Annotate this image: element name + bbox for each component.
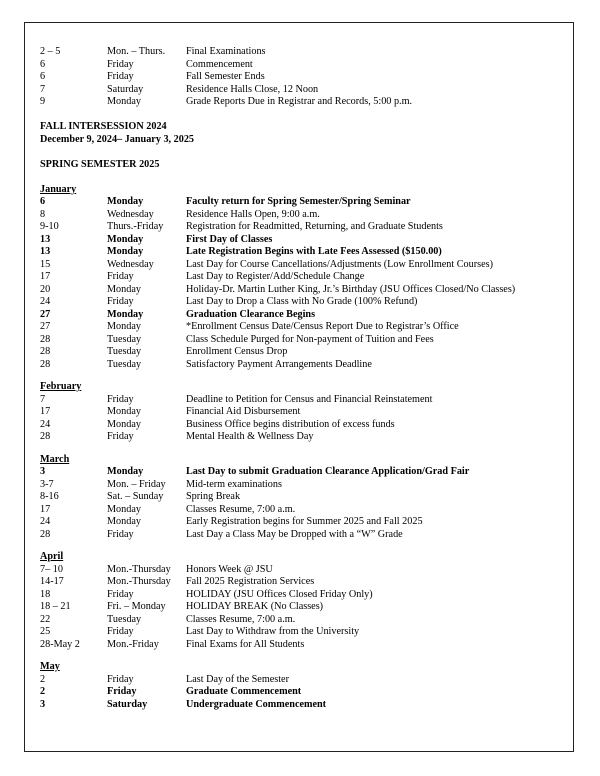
month-section-march: [40, 444, 580, 542]
day-cell: Monday: [107, 466, 144, 477]
calendar-row: [40, 96, 580, 109]
day-cell: Tuesday: [107, 358, 142, 370]
date-cell: 17: [40, 406, 51, 417]
event-cell: Mental Health & Wellness Day: [186, 431, 314, 442]
calendar-row: [40, 674, 580, 687]
day-cell: Monday: [107, 96, 141, 107]
date-cell: 28-May 2: [40, 638, 80, 650]
calendar-row: [40, 196, 580, 209]
day-cell: Friday: [107, 58, 134, 70]
event-cell: Early Registration begins for Summer 2025 and Fall 2025: [186, 516, 423, 527]
day-cell: Saturday: [107, 83, 144, 95]
day-cell: Thurs.-Friday: [107, 221, 164, 232]
calendar-row: [40, 466, 580, 479]
event-cell: Fall 2025 Registration Services: [186, 576, 315, 587]
day-cell: Mon. – Thurs.: [107, 46, 166, 57]
day-cell: Monday: [107, 283, 141, 295]
day-cell: Wednesday: [107, 258, 154, 270]
calendar-document: [40, 46, 580, 711]
date-cell: 28: [40, 528, 51, 540]
calendar-row: [40, 576, 580, 589]
date-cell: 9-10: [40, 221, 59, 232]
date-cell: 20: [40, 283, 51, 295]
date-cell: 6: [40, 196, 46, 207]
day-cell: Tuesday: [107, 333, 142, 345]
month-heading: January: [40, 183, 77, 195]
event-cell: *Enrollment Census Date/Census Report Due to Registrar’s Office: [186, 321, 459, 332]
calendar-row: [40, 699, 580, 712]
date-cell: 28: [40, 333, 51, 345]
calendar-row: [40, 271, 580, 284]
month-heading: March: [40, 453, 70, 465]
day-cell: Monday: [107, 406, 141, 417]
date-cell: 3: [40, 698, 46, 710]
month-section-january: [40, 184, 580, 372]
calendar-row: [40, 431, 580, 444]
date-cell: 24: [40, 516, 51, 527]
calendar-row: [40, 246, 580, 259]
calendar-row: [40, 296, 580, 309]
date-cell: 28: [40, 431, 51, 442]
day-cell: Monday: [107, 516, 141, 527]
date-cell: 27: [40, 321, 51, 332]
event-cell: Classes Resume, 7:00 a.m.: [186, 503, 296, 515]
event-cell: Undergraduate Commencement: [186, 698, 327, 710]
month-heading: May: [40, 661, 60, 672]
event-cell: Business Office begins distribution of excess funds: [186, 418, 395, 430]
intersession-title: FALL INTERSESSION 2024: [40, 121, 167, 132]
calendar-row: [40, 626, 580, 639]
calendar-row: [40, 614, 580, 627]
day-cell: Friday: [107, 528, 134, 540]
day-cell: Monday: [107, 321, 141, 332]
date-cell: 7: [40, 393, 46, 405]
calendar-row: [40, 309, 580, 322]
event-cell: First Day of Classes: [186, 233, 273, 245]
calendar-row: [40, 601, 580, 614]
event-cell: Last Day to Withdraw from the University: [186, 626, 360, 637]
event-cell: HOLIDAY (JSU Offices Closed Friday Only): [186, 588, 373, 600]
calendar-row: [40, 419, 580, 432]
date-cell: 28: [40, 358, 51, 370]
date-cell: 22: [40, 613, 51, 625]
date-cell: 8-16: [40, 491, 59, 502]
date-cell: 2 – 5: [40, 46, 61, 57]
month-section-april: [40, 541, 580, 651]
day-cell: Sat. – Sunday: [107, 491, 164, 502]
day-cell: Tuesday: [107, 613, 142, 625]
day-cell: Friday: [107, 393, 134, 405]
intersession-dates: December 9, 2024– January 3, 2025: [40, 133, 195, 145]
date-cell: 2: [40, 673, 46, 685]
months-list: [40, 184, 580, 712]
date-cell: 8: [40, 208, 46, 220]
calendar-row: [40, 259, 580, 272]
date-cell: 3: [40, 466, 46, 477]
day-cell: Friday: [107, 431, 134, 442]
event-cell: Residence Halls Open, 9:00 a.m.: [186, 208, 320, 220]
event-cell: Last Day of the Semester: [186, 673, 289, 685]
date-cell: 6: [40, 58, 46, 70]
event-cell: Faculty return for Spring Semester/Spring Seminar: [186, 196, 411, 207]
event-cell: Residence Halls Close, 12 Noon: [186, 83, 319, 95]
day-cell: Monday: [107, 196, 144, 207]
calendar-row: [40, 529, 580, 542]
date-cell: 9: [40, 96, 46, 107]
calendar-row: [40, 346, 580, 359]
day-cell: Fri. – Monday: [107, 601, 166, 612]
event-cell: Last Day to submit Graduation Clearance Application/Grad Fair: [186, 466, 470, 477]
day-cell: Monday: [107, 418, 141, 430]
calendar-row: [40, 516, 580, 529]
event-cell: Financial Aid Disbursement: [186, 406, 301, 417]
day-cell: Monday: [107, 246, 144, 257]
event-cell: HOLIDAY BREAK (No Classes): [186, 601, 324, 612]
date-cell: 2: [40, 686, 46, 697]
calendar-row: [40, 406, 580, 419]
event-cell: Holiday-Dr. Martin Luther King, Jr.’s Birthday (JSU Offices Closed/No Classes): [186, 283, 516, 295]
day-cell: Friday: [107, 686, 137, 697]
event-cell: Class Schedule Purged for Non-payment of Tuition and Fees: [186, 333, 434, 345]
month-section-may: [40, 651, 580, 711]
calendar-row: [40, 234, 580, 247]
calendar-row: [40, 84, 580, 97]
calendar-row: [40, 284, 580, 297]
calendar-row: [40, 221, 580, 234]
calendar-row: [40, 479, 580, 492]
event-cell: Graduation Clearance Begins: [186, 308, 316, 320]
calendar-row: [40, 321, 580, 334]
day-cell: Monday: [107, 308, 144, 320]
day-cell: Friday: [107, 71, 134, 82]
date-cell: 25: [40, 626, 51, 637]
day-cell: Tuesday: [107, 346, 142, 357]
date-cell: 14-17: [40, 576, 64, 587]
calendar-row: [40, 209, 580, 222]
day-cell: Friday: [107, 626, 134, 637]
event-cell: Satisfactory Payment Arrangements Deadline: [186, 358, 372, 370]
day-cell: Wednesday: [107, 208, 154, 220]
date-cell: 13: [40, 246, 51, 257]
calendar-row: [40, 686, 580, 699]
date-cell: 24: [40, 418, 51, 430]
calendar-row: [40, 359, 580, 372]
date-cell: 3-7: [40, 478, 54, 490]
event-cell: Final Examinations: [186, 46, 266, 57]
calendar-row: [40, 394, 580, 407]
calendar-row: [40, 504, 580, 517]
calendar-row: [40, 564, 580, 577]
month-heading: February: [40, 381, 82, 392]
day-cell: Mon. – Friday: [107, 478, 166, 490]
calendar-row: [40, 71, 580, 84]
event-cell: Mid-term examinations: [186, 478, 282, 490]
day-cell: Mon.-Friday: [107, 638, 159, 650]
event-cell: Honors Week @ JSU: [186, 563, 273, 575]
month-heading: April: [40, 551, 64, 562]
date-cell: 17: [40, 271, 51, 282]
month-section-february: [40, 371, 580, 444]
day-cell: Friday: [107, 673, 134, 685]
event-cell: Classes Resume, 7:00 a.m.: [186, 613, 296, 625]
event-cell: Last Day to Drop a Class with No Grade (100% Refund): [186, 296, 418, 307]
day-cell: Monday: [107, 503, 141, 515]
event-cell: Last Day to Register/Add/Schedule Change: [186, 271, 365, 282]
day-cell: Friday: [107, 271, 134, 282]
event-cell: Deadline to Petition for Census and Financial Reinstatement: [186, 393, 433, 405]
date-cell: 15: [40, 258, 51, 270]
event-cell: Registration for Readmitted, Returning, and Graduate Students: [186, 221, 443, 232]
calendar-row: [40, 46, 580, 59]
date-cell: 18: [40, 588, 51, 600]
event-cell: Last Day for Course Cancellations/Adjustments (Low Enrollment Courses): [186, 258, 493, 270]
spring-semester-title: SPRING SEMESTER 2025: [40, 158, 160, 170]
event-cell: Fall Semester Ends: [186, 71, 265, 82]
day-cell: Friday: [107, 296, 134, 307]
event-cell: Enrollment Census Drop: [186, 346, 288, 357]
day-cell: Saturday: [107, 698, 148, 710]
date-cell: 6: [40, 71, 46, 82]
calendar-row: [40, 639, 580, 652]
date-cell: 18 – 21: [40, 601, 71, 612]
event-cell: Last Day a Class May be Dropped with a “W” Grade: [186, 528, 403, 540]
date-cell: 7: [40, 83, 46, 95]
calendar-row: [40, 334, 580, 347]
day-cell: Mon.-Thursday: [107, 576, 171, 587]
calendar-row: [40, 491, 580, 504]
event-cell: Graduate Commencement: [186, 686, 302, 697]
date-cell: 17: [40, 503, 51, 515]
date-cell: 28: [40, 346, 51, 357]
fall-end-section: [40, 46, 580, 109]
calendar-row: [40, 59, 580, 72]
date-cell: 13: [40, 233, 51, 245]
day-cell: Monday: [107, 233, 144, 245]
date-cell: 27: [40, 308, 51, 320]
date-cell: 7– 10: [40, 563, 63, 575]
event-cell: Grade Reports Due in Registrar and Records, 5:00 p.m.: [186, 96, 413, 107]
event-cell: Commencement: [186, 58, 253, 70]
day-cell: Friday: [107, 588, 134, 600]
event-cell: Final Exams for All Students: [186, 638, 305, 650]
calendar-row: [40, 589, 580, 602]
event-cell: Spring Break: [186, 491, 241, 502]
date-cell: 24: [40, 296, 51, 307]
event-cell: Late Registration Begins with Late Fees Assessed ($150.00): [186, 246, 442, 257]
day-cell: Mon.-Thursday: [107, 563, 171, 575]
